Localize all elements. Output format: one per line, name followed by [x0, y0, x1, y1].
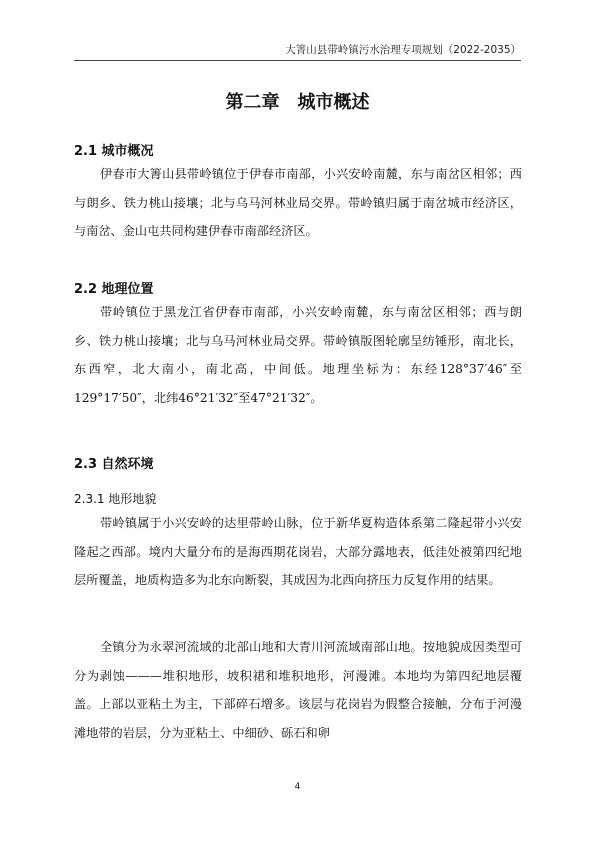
section-2-3-1-paragraph-2: 全镇分为永翠河流域的北部山地和大青川河流域南部山地。按地貌成因类型可分为剥蚀———堆积地形，坡积裙和堆积地形，河漫滩。本地均为第四纪地层覆盖。上部以亚粘土为主，下部碎石增多。该层与花岗岩为假整合接触，分布于河漫滩地带的岩层，分为亚粘土、中细砂、砾石和卵: [74, 640, 522, 740]
page-header: [74, 38, 521, 61]
section-2-2-paragraph: 带岭镇位于黑龙江省伊春市南部，小兴安岭南麓，东与南岔区相邻；西与朗乡、铁力桃山接壤；北与乌马河林业局交界。带岭镇版图轮廓呈纺锤形，南北长，东西窄，北大南小，南北高，中间低。地理坐标为：东经128°37′46″至129°17′50″，北纬46°21′32″至47°21′32″。: [74, 305, 522, 405]
chapter-title: 第二章 城市概述: [225, 92, 370, 113]
section-2-1-paragraph: 伊春市大箐山县带岭镇位于伊春市南部，小兴安岭南麓，东与南岔区相邻；西与朗乡、铁力桃山接壤；北与乌马河林业局交界。带岭镇归属于南岔城市经济区，与南岔、金山屯共同构建伊春市南部经济区。: [74, 167, 522, 238]
section-2-1-title: 2.1 城市概况: [74, 144, 154, 159]
section-2-3-title: 2.3 自然环境: [74, 457, 154, 472]
section-2-3-1-title: 2.3.1 地形地貌: [74, 492, 157, 506]
section-2-3-1-paragraph-1: 带岭镇属于小兴安岭的达里带岭山脉，位于新华夏构造体系第二隆起带小兴安隆起之西部。境内大量分布的是海西期花岗岩，大部分露地表，低洼处被第四纪地层所覆盖，地质构造多为北东向断裂，其成因为北西向挤压力反复作用的结果。: [74, 516, 522, 587]
page-number: 4: [294, 782, 301, 792]
header-title: 大箐山县带岭镇污水治理专项规划（2022-2035）: [285, 44, 521, 56]
section-2-2-title: 2.2 地理位置: [74, 282, 154, 297]
